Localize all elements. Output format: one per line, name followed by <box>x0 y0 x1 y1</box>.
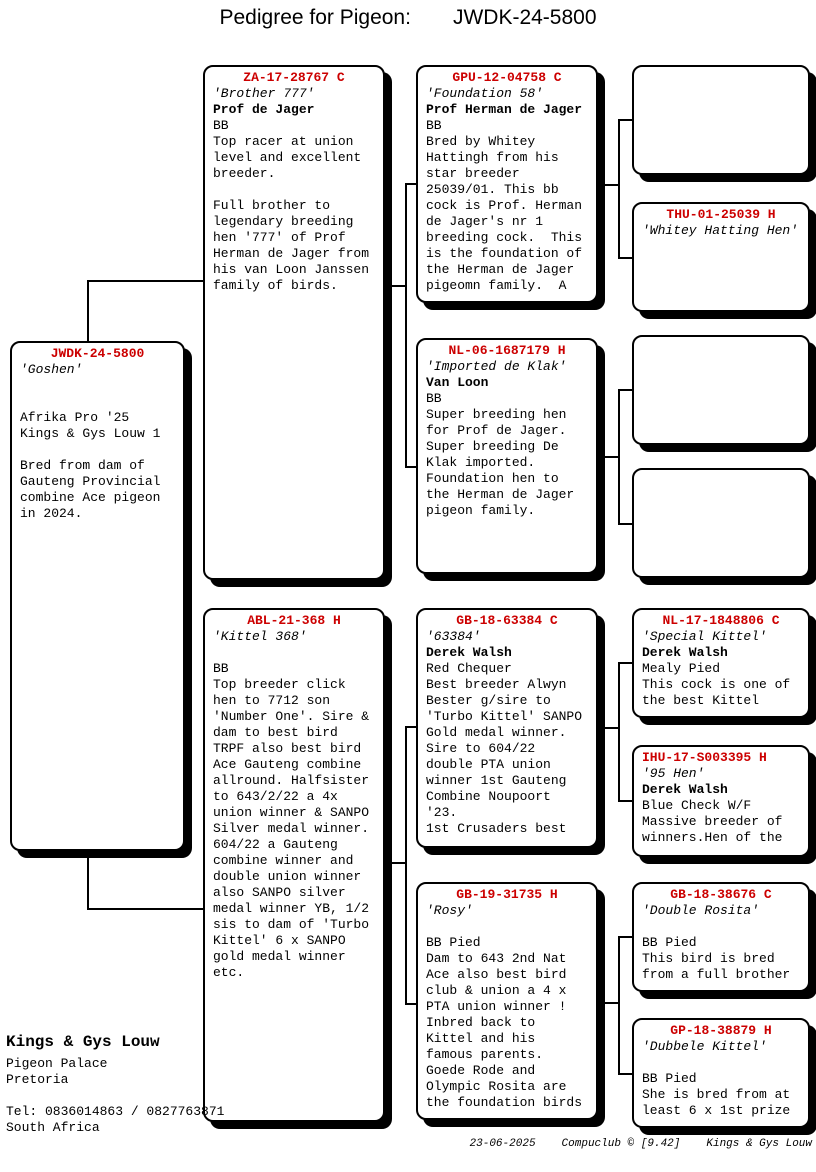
description-line: 'Turbo Kittel' SANPO <box>426 709 583 724</box>
owner-address-line: Pretoria <box>6 1072 69 1087</box>
description-line: gold medal winner <box>213 949 346 964</box>
breeder-name: Prof de Jager <box>213 102 315 117</box>
description-line: 604/22 a Gauteng <box>213 837 338 852</box>
breeder-name: Derek Walsh <box>642 782 728 797</box>
description-line: Bred from dam of <box>20 458 145 473</box>
pigeon-name: 'Special Kittel' <box>642 629 767 644</box>
description-line: BB Pied <box>642 935 697 950</box>
owner-country: South Africa <box>6 1120 100 1135</box>
description-line: dam to best bird <box>213 725 338 740</box>
description-line: from a full brother <box>642 967 791 982</box>
ring-number: NL-06-1687179 H <box>448 343 566 358</box>
description-line <box>213 182 375 198</box>
pedigree-box-subject <box>10 341 185 851</box>
pigeon-name: 'Brother 777' <box>213 86 315 101</box>
connector-line <box>87 280 89 342</box>
description-line: to 643/2/22 a 4x <box>213 789 338 804</box>
pigeon-name: 'Whitey Hatting Hen' <box>642 223 799 238</box>
description-line: Sire to 604/22 <box>426 741 536 756</box>
pigeon-name: 'Double Rosita' <box>642 903 760 918</box>
connector-line <box>87 908 205 910</box>
description-line: Olympic Rosita are <box>426 1079 567 1094</box>
description-line: combine Ace pigeon <box>20 490 161 505</box>
description-line: Foundation hen to <box>426 471 559 486</box>
description-line: the foundation birds <box>426 1095 583 1110</box>
description-line <box>20 394 175 410</box>
pedigree-box-sires-sire <box>416 65 598 303</box>
description-line: Top racer at union <box>213 134 354 149</box>
description-line: star breeder <box>426 166 520 181</box>
description-line: PTA union winner ! <box>426 999 567 1014</box>
pigeon-name: '95 Hen' <box>642 766 705 781</box>
description <box>20 394 175 522</box>
ring-number: GB-18-38676 C <box>670 887 772 902</box>
connector-line <box>598 727 620 729</box>
description-line: hen '777' of Prof <box>213 230 346 245</box>
description-line: for Prof de Jager. <box>426 423 567 438</box>
description-line: hen to 7712 son <box>213 693 331 708</box>
description-line: BB <box>426 118 442 133</box>
breeder-name: Van Loon <box>426 375 489 390</box>
pedigree-box-sires-dam <box>416 338 598 574</box>
connector-line <box>618 662 620 802</box>
breeder-name: Derek Walsh <box>426 645 512 660</box>
description <box>642 798 800 846</box>
page-title-label: Pedigree for Pigeon: <box>219 6 411 29</box>
pedigree-box-sires-dam-dam <box>632 202 810 312</box>
ring-number: NL-17-1848806 C <box>662 613 780 628</box>
owner-name: Kings & Gys Louw <box>6 1033 160 1051</box>
pedigree-box-dams-dam-sire <box>632 882 810 992</box>
description-line: etc. <box>213 965 245 980</box>
description <box>213 118 375 294</box>
description-line: BB <box>426 391 442 406</box>
description-line: de Jager's nr 1 <box>426 214 544 229</box>
ring-number: GB-19-31735 H <box>456 887 558 902</box>
ring-number: GPU-12-04758 C <box>452 70 562 85</box>
ring-number: ABL-21-368 H <box>247 613 341 628</box>
description-line: Gauteng Provincial <box>20 474 161 489</box>
breeder-name <box>20 378 175 394</box>
description-line: Top breeder click <box>213 677 346 692</box>
pigeon-name: '63384' <box>426 629 481 644</box>
connector-line <box>87 280 205 282</box>
description-line: '23. <box>426 805 458 820</box>
description-line: Kittel' 6 x SANPO <box>213 933 346 948</box>
ring-number: GB-18-63384 C <box>456 613 558 628</box>
pedigree-box-empty <box>632 65 810 175</box>
pedigree-box-dams-dam <box>416 882 598 1120</box>
description-line: Kittel and his <box>426 1031 536 1046</box>
description-line: 25039/01. This bb <box>426 182 559 197</box>
description-line: BB Pied <box>426 935 481 950</box>
description-line: Bester g/sire to <box>426 693 551 708</box>
description-line: Goede Rode and <box>426 1063 536 1078</box>
description-line: in 2024. <box>20 506 83 521</box>
description <box>426 661 588 837</box>
description-line: Blue Check W/F <box>642 798 752 813</box>
connector-line <box>405 726 407 1005</box>
description-line: double PTA union <box>426 757 551 772</box>
breeder-name <box>642 919 800 935</box>
description-line: the Herman de Jager <box>426 487 575 502</box>
description-line: Klak imported. <box>426 455 536 470</box>
description-line: Red Chequer <box>426 661 512 676</box>
connector-line <box>598 1002 620 1004</box>
description <box>426 118 588 294</box>
description <box>642 935 800 983</box>
pedigree-box-dams-sire-dam <box>632 745 810 857</box>
description-line: allround. Halfsister <box>213 773 370 788</box>
description-line: Herman de Jager from <box>213 246 370 261</box>
description <box>642 661 800 709</box>
ring-number: IHU-17-S003395 H <box>642 750 767 765</box>
description-line: the Herman de Jager <box>426 262 575 277</box>
connector-line <box>598 184 620 186</box>
pigeon-name: 'Rosy' <box>426 903 473 918</box>
ring-number: GP-18-38879 H <box>670 1023 772 1038</box>
owner-telephone: Tel: 0836014863 / 0827763871 <box>6 1104 225 1119</box>
ring-number: JWDK-24-5800 <box>50 346 145 361</box>
pigeon-name: 'Dubbele Kittel' <box>642 1039 767 1054</box>
description-line: BB <box>213 118 229 133</box>
pigeon-name: 'Foundation 58' <box>426 86 544 101</box>
pedigree-box-dams-dam-dam <box>632 1018 810 1128</box>
description-line: famous parents. <box>426 1047 544 1062</box>
description-line: Best breeder Alwyn <box>426 677 567 692</box>
breeder-name: Prof Herman de Jager <box>426 102 583 117</box>
description <box>642 1071 800 1119</box>
owner-block <box>6 1032 224 1136</box>
pigeon-name: 'Imported de Klak' <box>426 359 567 374</box>
description-line: She is bred from at <box>642 1087 791 1102</box>
description-line: legendary breeding <box>213 214 354 229</box>
description <box>426 391 588 519</box>
report-footer <box>470 1138 812 1150</box>
description-line: cock is Prof. Herman <box>426 198 583 213</box>
spacer <box>6 1088 224 1104</box>
description-line: Super breeding hen <box>426 407 567 422</box>
breeder-name <box>426 919 588 935</box>
description-line: Ace Gauteng combine <box>213 757 362 772</box>
description-line: This cock is one of <box>642 677 791 692</box>
description-line: level and excellent <box>213 150 362 165</box>
description-line: Kings & Gys Louw 1 <box>20 426 161 441</box>
ring-number: ZA-17-28767 C <box>243 70 345 85</box>
description-line: double union winner <box>213 869 362 884</box>
footer-owner: Kings & Gys Louw <box>706 1138 812 1150</box>
description-line: Combine Noupoort <box>426 789 551 804</box>
description-line: Dam to 643 2nd Nat <box>426 951 567 966</box>
description-line: BB Pied <box>642 1071 697 1086</box>
description-line: sis to dam of 'Turbo <box>213 917 370 932</box>
description-line: combine winner and <box>213 853 354 868</box>
description-line: 1st Crusaders best <box>426 821 567 836</box>
breeder-name: Derek Walsh <box>642 645 728 660</box>
connector-line <box>618 119 620 259</box>
description-line: is the foundation of <box>426 246 583 261</box>
description-line: Massive breeder of <box>642 814 783 829</box>
description-line: family of birds. <box>213 278 338 293</box>
connector-line <box>618 936 620 1075</box>
description-line: Hattingh from his <box>426 150 559 165</box>
breeder-name <box>213 645 375 661</box>
connector-line <box>87 850 89 910</box>
owner-address-line: Pigeon Palace <box>6 1056 108 1071</box>
description-line: Bred by Whitey <box>426 134 536 149</box>
connector-line <box>385 285 407 287</box>
description-line: least 6 x 1st prize <box>642 1103 791 1118</box>
description-line: Super breeding De <box>426 439 559 454</box>
description-line: TRPF also best bird <box>213 741 362 756</box>
footer-date: 23-06-2025 <box>469 1138 536 1150</box>
description-line <box>20 442 175 458</box>
description-line: Afrika Pro '25 <box>20 410 130 425</box>
connector-line <box>385 862 407 864</box>
description-line: Gold medal winner. <box>426 725 567 740</box>
description-line: Inbred back to <box>426 1015 536 1030</box>
page-title-ring: JWDK-24-5800 <box>452 6 597 29</box>
description-line: medal winner YB, 1/2 <box>213 901 370 916</box>
description-line: union winner & SANPO <box>213 805 370 820</box>
breeder-name <box>642 1055 800 1071</box>
description-line: 'Number One'. Sire & <box>213 709 370 724</box>
description-line: Silver medal winner. <box>213 821 370 836</box>
description-line: Full brother to <box>213 198 331 213</box>
page-title <box>0 6 816 30</box>
connector-line <box>598 456 620 458</box>
description-line: winner 1st Gauteng <box>426 773 567 788</box>
description-line: breeding cock. This <box>426 230 583 245</box>
description-line: pigeon family. <box>426 503 536 518</box>
pigeon-name: 'Goshen' <box>20 362 83 377</box>
description-line: club & union a 4 x <box>426 983 567 998</box>
description-line: Ace also best bird <box>426 967 567 982</box>
pedigree-box-empty <box>632 335 810 445</box>
description-line: Mealy Pied <box>642 661 721 676</box>
description-line: This bird is bred <box>642 951 775 966</box>
pedigree-box-dam <box>203 608 385 1122</box>
description <box>426 935 588 1111</box>
description-line: pigeomn family. A <box>426 278 567 293</box>
description-line: his van Loon Janssen <box>213 262 370 277</box>
pedigree-box-empty <box>632 468 810 578</box>
connector-line <box>618 389 620 525</box>
pedigree-box-sire <box>203 65 385 580</box>
description-line: winners.Hen of the <box>642 830 783 845</box>
pigeon-name: 'Kittel 368' <box>213 629 307 644</box>
description-line: BB <box>213 661 229 676</box>
pedigree-box-dams-sire-sire <box>632 608 810 718</box>
ring-number: THU-01-25039 H <box>666 207 776 222</box>
pedigree-box-dams-sire <box>416 608 598 848</box>
description <box>213 661 375 981</box>
description-line: breeder. <box>213 166 276 181</box>
description-line: the best Kittel <box>642 693 760 708</box>
footer-software: Compuclub © [9.42] <box>561 1138 681 1150</box>
description-line: also SANPO silver <box>213 885 346 900</box>
connector-line <box>405 183 407 468</box>
